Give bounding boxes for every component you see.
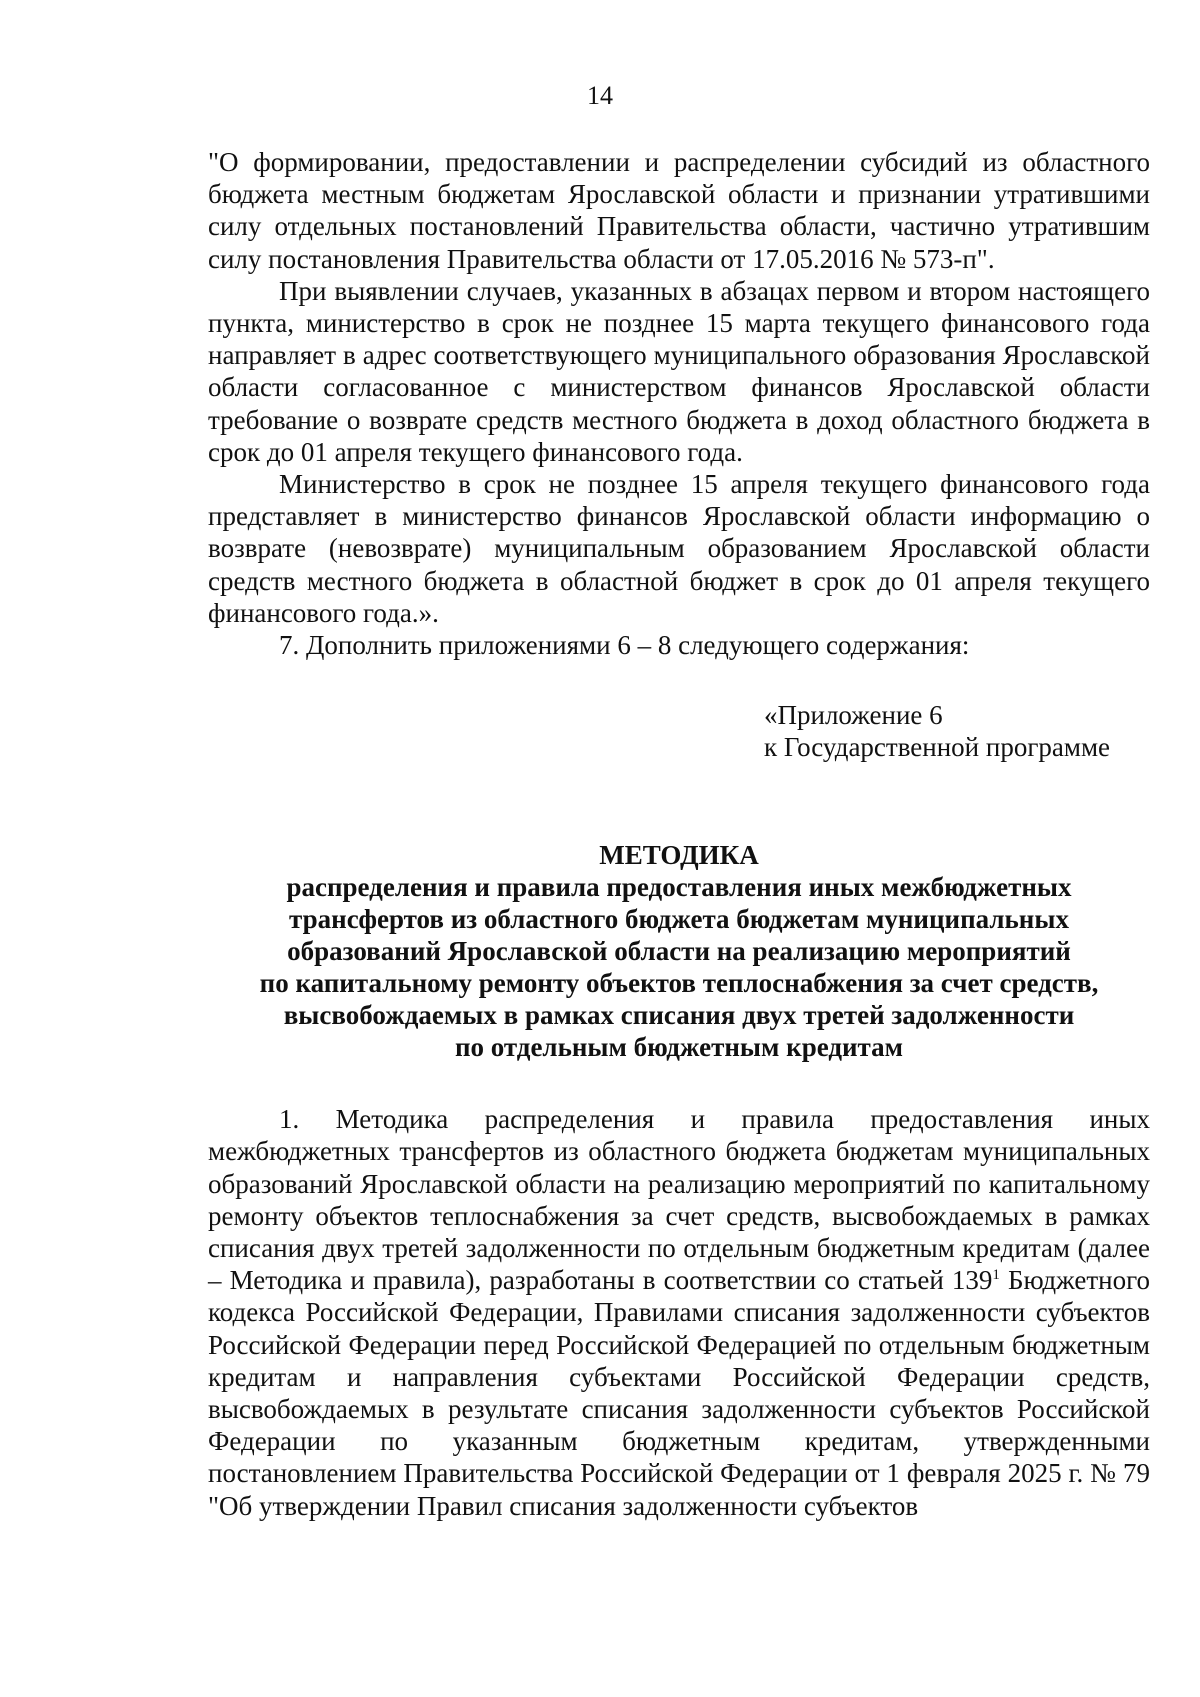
document-body — [208, 146, 1150, 1522]
page-number: 14 — [587, 81, 613, 110]
method-subtitle — [208, 871, 1150, 1063]
method-subtitle-line: трансфертов из областного бюджета бюджетам муниципальных — [289, 904, 1069, 935]
annex-reference: к Государственной программе — [764, 732, 1111, 763]
paragraph-return-requirement: При выявлении случаев, указанных в абзацах первом и втором настоящего пункта, министерство в срок не позднее 15 марта текущего финансового года направляет в адрес соответствующего муниципального образования Ярославской области согласованное с министерством финансов Ярославской области требование о возврате средств местного бюджета в доход областного бюджета в срок до 01 апреля текущего финансового года. — [208, 275, 1150, 467]
clause-1-text-end: Бюджетного кодекса Российской Федерации, Правилами списания задолженности субъектов Российской Федерации перед Российской Федерацией по отдельным бюджетным кредитам и направления субъектами Российской Федерации средств, высвобождаемых в результате списания задолженности субъектов Российской Федерации по указанным бюджетным кредитам, утвержденными постановлением Правительства Российской Федерации от 1 февраля 2025 г. № 79 "Об утверждении Правил списания задолженности субъектов — [208, 1265, 1150, 1521]
article-superscript: 1 — [992, 1267, 1000, 1284]
annex-number: «Приложение 6 — [764, 700, 943, 731]
annex-heading — [764, 699, 1150, 763]
paragraph-item-7: 7. Дополнить приложениями 6 – 8 следующего содержания: — [279, 630, 970, 661]
method-subtitle-line: высвобождаемых в рамках списания двух третей задолженности — [283, 1000, 1075, 1031]
paragraph-resolution-title: "О формировании, предоставлении и распределении субсидий из областного бюджета местным бюджетам Ярославской области и признании утратившими силу отдельных постановлений Правительства области, частично утратившим силу постановления Правительства области от 17.05.2016 № 573-п". — [208, 147, 1150, 274]
method-subtitle-line: по капитальному ремонту объектов теплоснабжения за счет средств, — [259, 968, 1099, 999]
clause-1-text-start: 1. Методика распределения и правила предоставления иных межбюджетных трансфертов из областного бюджета бюджетам муниципальных образований Ярославской области на реализацию мероприятий по капитальному ремонту объектов теплоснабжения за счет средств, высвобождаемых в рамках списания двух третей задолженности по отдельным бюджетным кредитам (далее – Методика и правила), разработаны в соответствии со статьей 139 — [208, 1104, 1150, 1296]
method-subtitle-line: образований Ярославской области на реализацию мероприятий — [287, 936, 1071, 967]
clause-1 — [208, 1103, 1150, 1522]
paragraph-ministry-report: Министерство в срок не позднее 15 апреля текущего финансового года представляет в министерство финансов Ярославской области информацию о возврате (невозврате) муниципальным образованием Ярославской области средств местного бюджета в областной бюджет в срок до 01 апреля текущего финансового года.». — [208, 469, 1150, 628]
method-subtitle-line: по отдельным бюджетным кредитам — [454, 1032, 904, 1063]
method-title: МЕТОДИКА — [599, 840, 759, 871]
method-subtitle-line: распределения и правила предоставления иных межбюджетных — [286, 872, 1072, 903]
